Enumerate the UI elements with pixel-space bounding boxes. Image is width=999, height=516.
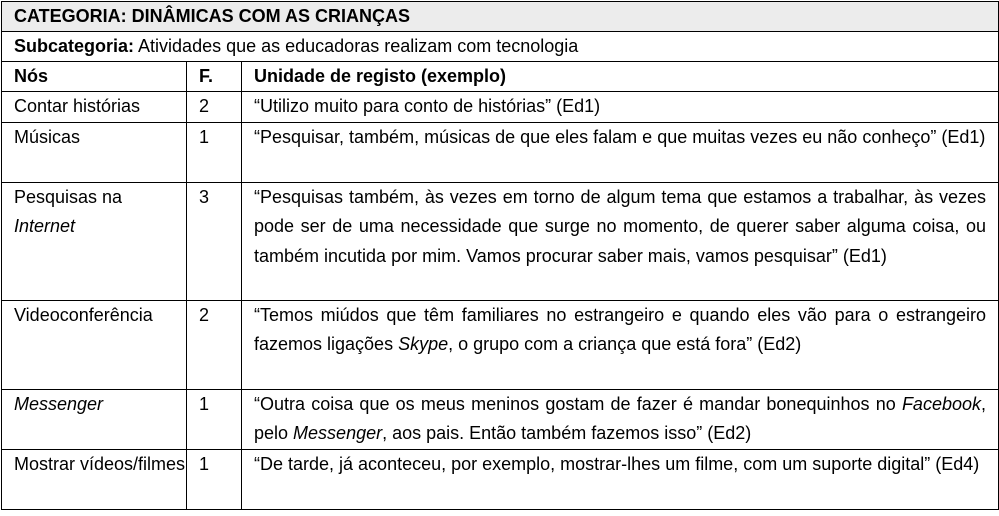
column-header-row	[2, 62, 999, 92]
node-cell	[2, 92, 187, 123]
unit-text-italic: Skype	[398, 334, 449, 354]
subcategory-label: Subcategoria:	[14, 36, 135, 56]
category-header-row	[2, 2, 999, 32]
unit-text-italic: Messenger	[293, 423, 383, 443]
node-name-italic: Messenger	[14, 393, 104, 414]
unit-text: “Pesquisas também, às vezes em torno de algum tema que estamos a trabalhar, às vezes pode ser de uma necessidade que surge no momento, de querer saber alguma coisa, ou também incutida por mim. Vamos procurar saber mais, vamos pesquisar” (Ed1)	[254, 186, 987, 266]
unit-text: “Temos miúdos que têm familiares no estrangeiro e quando eles vão para o estrangeiro fazemos ligações	[254, 304, 987, 354]
unit-text: “Outra coisa que os meus meninos gostam de fazer é mandar bonequinhos no	[254, 393, 902, 414]
node-name: Videoconferência	[14, 304, 153, 325]
frequency-cell: 2	[187, 300, 242, 389]
subcategory-cell	[2, 32, 999, 62]
unit-text: , aos pais. Então também fazemos isso” (Ed2)	[382, 423, 752, 443]
frequency-cell: 1	[187, 122, 242, 182]
category-title: CATEGORIA: DINÂMICAS COM AS CRIANÇAS	[2, 2, 999, 32]
unit-text: “De tarde, já aconteceu, por exemplo, mostrar-lhes um filme, com um suporte digital” (Ed4)	[254, 453, 980, 474]
table-row	[2, 300, 999, 389]
node-name: Contar histórias	[14, 96, 141, 116]
node-name: Mostrar vídeos/filmes	[14, 453, 186, 474]
node-cell	[2, 182, 187, 300]
unit-cell	[242, 449, 999, 509]
subcategory-row	[2, 32, 999, 62]
table-row	[2, 449, 999, 509]
node-cell	[2, 389, 187, 449]
unit-cell	[242, 92, 999, 123]
unit-text-italic: Facebook	[901, 393, 981, 414]
node-cell	[2, 300, 187, 389]
column-header-nos: Nós	[2, 62, 187, 92]
node-name: Músicas	[14, 126, 81, 147]
node-name: Pesquisas na	[14, 186, 123, 207]
table-row	[2, 182, 999, 300]
column-header-unidade: Unidade de registo (exemplo)	[242, 62, 999, 92]
node-name-italic: Internet	[14, 216, 76, 236]
table-row	[2, 389, 999, 449]
frequency-cell: 1	[187, 389, 242, 449]
unit-text: , o grupo com a criança que está fora” (Ed2)	[448, 334, 802, 354]
unit-cell	[242, 389, 999, 449]
node-cell	[2, 122, 187, 182]
frequency-cell: 1	[187, 449, 242, 509]
category-table	[1, 1, 999, 510]
unit-cell	[242, 300, 999, 389]
unit-text: , pelo	[254, 393, 987, 443]
unit-text: “Utilizo muito para conto de histórias” (Ed1)	[254, 96, 601, 116]
column-header-f: F.	[187, 62, 242, 92]
unit-cell	[242, 122, 999, 182]
node-cell	[2, 449, 187, 509]
unit-cell	[242, 182, 999, 300]
frequency-cell: 2	[187, 92, 242, 123]
subcategory-text: Atividades que as educadoras realizam com tecnologia	[134, 36, 579, 56]
frequency-cell: 3	[187, 182, 242, 300]
table-row	[2, 122, 999, 182]
unit-text: “Pesquisar, também, músicas de que eles falam e que muitas vezes eu não conheço” (Ed1)	[254, 126, 986, 147]
table-row	[2, 92, 999, 123]
